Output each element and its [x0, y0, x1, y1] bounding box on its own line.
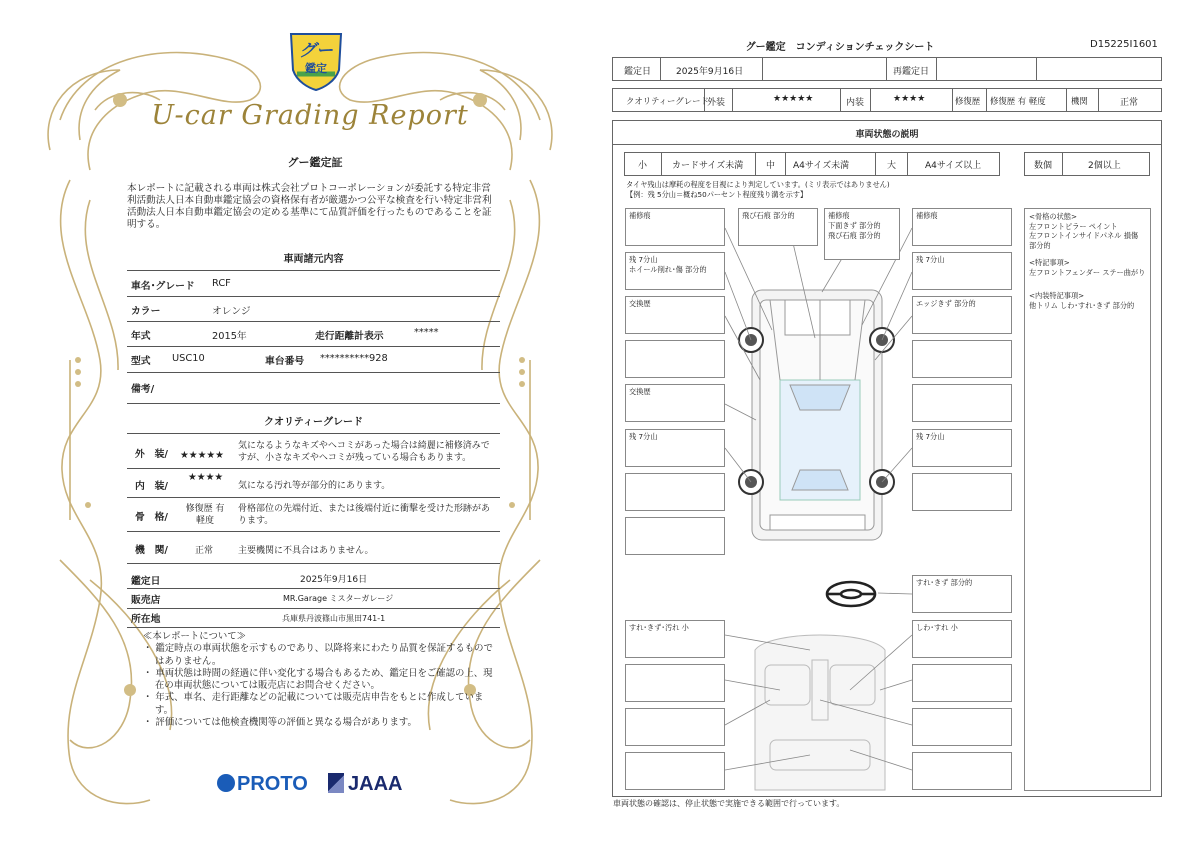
grade-exterior-desc: 気になるようなキズやヘコミがあった場合は綺麗に補修済みですが、小さなキズやヘコミが残っている場合もあります。 [238, 441, 490, 463]
frame-status-title: <骨格の状態> [1029, 212, 1077, 221]
interior-box-right-1: しわ･すれ 小 [912, 620, 1012, 658]
count-label: 数個 [1034, 161, 1053, 171]
damage-box-right-3: エッジきず 部分的 [912, 296, 1012, 334]
damage-box-right-4 [912, 340, 1012, 378]
quality-label: クオリティーグレード [626, 96, 709, 106]
note-item: ・ 評価については他検査機関等の評価と異なる場合があります。 [143, 717, 417, 729]
interior-box-left-3 [625, 708, 725, 746]
size-small: 小 [638, 161, 648, 171]
interior-box-right-3 [912, 708, 1012, 746]
damage-box-left-6: 残 7分山 [625, 429, 725, 467]
damage-box-right-5 [912, 384, 1012, 422]
grade-interior-value: ★★★★ [188, 472, 224, 483]
grade-heading: クオリティーグレード [264, 417, 363, 428]
proto-logo: PROTO [217, 773, 308, 796]
address-value: 兵庫県丹波篠山市黒田741-1 [282, 614, 386, 623]
size-mid-desc: A4サイズ未満 [793, 161, 850, 171]
damage-box-left-4 [625, 340, 725, 378]
grade-interior-label: 内 装/ [135, 481, 168, 492]
model-label: 型式 [131, 356, 151, 367]
note-item: ・ 車両状態は時間の経過に伴い変化する場合もあるため、鑑定日をご確認の上、現在の車両状態については販売店にお問合せください。 [143, 667, 493, 692]
spec-heading: 車両諸元内容 [283, 254, 344, 265]
interior-box-right-2 [912, 664, 1012, 702]
grade-frame-label: 骨 格/ [135, 512, 168, 523]
notes-title: ≪本レポートについて≫ [143, 631, 246, 642]
chassis-label: 車台番号 [265, 356, 305, 367]
damage-box-left-2: 残 7分山 ホイール削れ･傷 部分的 [625, 252, 725, 290]
appraisal-date-label: 鑑定日 [131, 576, 161, 587]
damage-box-right-1: 補修痕 [912, 208, 1012, 246]
grade-engine-value: 正常 [195, 546, 214, 556]
interior-box-left-2 [625, 664, 725, 702]
note-item: ・ 年式、車名、走行距離などの記載については販売店申告をもとに作成しています。 [143, 692, 484, 716]
grade-frame-value: 修復歴 有 軽度 [185, 504, 234, 526]
interior-notes-title: <内装特記事項> [1029, 291, 1085, 300]
damage-box-left-3: 交換歴 [625, 296, 725, 334]
damage-box-left-7 [625, 473, 725, 511]
badge-label-bottom: 鑑定 [305, 62, 327, 75]
year-label: 年式 [131, 331, 151, 342]
grade-engine-desc: 主要機関に不具合はありません。 [238, 546, 374, 556]
year-value: 2015年 [212, 331, 247, 342]
note-item: ・ 鑑定時点の車両状態を示すものであり、以降将来にわたり品質を保証するものではありません。 [143, 643, 493, 667]
interior-box-right-4 [912, 752, 1012, 790]
damage-box-top-1: 飛び石痕 部分的 [738, 208, 818, 246]
size-large-desc: A4サイズ以上 [925, 161, 982, 171]
date-label: 鑑定日 [624, 67, 652, 77]
special-notes-item: 左フロントフェンダー ステー曲がり [1029, 267, 1146, 277]
damage-box-left-5: 交換歴 [625, 384, 725, 422]
steering-wheel-icon [827, 582, 875, 606]
interior-box-left-4 [625, 752, 725, 790]
sheet-footer: 車両状態の確認は、停止状態で実施できる範囲で行っています。 [613, 799, 845, 808]
special-notes-title: <特記事項> [1029, 258, 1070, 267]
damage-box-left-1: 補修痕 [625, 208, 725, 246]
repair-value: 修復歴 有 軽度 [990, 96, 1046, 106]
script-title: U-car Grading Report [151, 100, 469, 131]
interior-value: ★★★★ [893, 94, 926, 104]
chassis-value: **********928 [320, 353, 388, 364]
damage-box-steering: すれ･きず 部分的 [912, 575, 1012, 613]
remarks-panel [1024, 208, 1151, 791]
mileage-label: 走行距離計表示 [315, 331, 384, 342]
engine-label: 機関 [1071, 96, 1088, 106]
grade-exterior-label: 外 装/ [135, 449, 168, 460]
interior-notes-item: 他トリム しわ･すれ･きず 部分的 [1029, 300, 1135, 310]
exterior-label: 外装 [707, 98, 726, 108]
grade-engine-label: 機 関/ [135, 545, 168, 556]
count-value: 2個以上 [1088, 161, 1121, 171]
date-value: 2025年9月16日 [676, 67, 744, 77]
tire-example: 【例：残 5分山＝概ね50パーセント程度残り溝を示す】 [626, 190, 808, 199]
certificate-title: グー鑑定証 [287, 156, 343, 169]
mileage-value: ***** [414, 327, 439, 338]
damage-box-top-2: 補修痕 下面きず 部分的 飛び石痕 部分的 [824, 208, 900, 260]
damage-box-right-2: 残 7分山 [912, 252, 1012, 290]
size-large: 大 [887, 161, 897, 171]
grade-interior-desc: 気になる汚れ等が部分的にあります。 [238, 481, 391, 491]
badge-label-top: グー [299, 41, 333, 61]
color-label: カラー [131, 306, 161, 317]
appraisal-date-value: 2025年9月16日 [300, 575, 368, 585]
damage-box-right-6: 残 7分山 [912, 429, 1012, 467]
interior-label: 内装 [846, 98, 865, 108]
frame-status-item: 左フロントインサイドパネル 損傷 [1029, 231, 1139, 240]
exterior-value: ★★★★★ [773, 94, 814, 104]
model-value: USC10 [172, 353, 205, 364]
color-value: オレンジ [212, 306, 251, 317]
interior-box-left-1: すれ･きず･汚れ 小 [625, 620, 725, 658]
remarks-label: 備考/ [131, 384, 155, 395]
name-label: 車名･グレード [131, 281, 195, 292]
grade-exterior-value: ★★★★★ [180, 450, 224, 461]
damage-box-right-7 [912, 473, 1012, 511]
frame-status-item: 部分的 [1029, 240, 1051, 250]
frame-status-item: 左フロントピラー ペイント [1029, 221, 1118, 231]
dealer-label: 販売店 [131, 595, 161, 606]
size-small-desc: カードサイズ未満 [672, 161, 744, 171]
engine-value: 正常 [1120, 98, 1139, 108]
sheet-title: グー鑑定 コンディションチェックシート [745, 42, 935, 53]
document-number: D15225I1601 [1090, 39, 1158, 50]
dealer-value: MR.Garage ミスターガレージ [283, 594, 394, 603]
repair-label: 修復歴 [955, 96, 981, 106]
certificate-intro: 本レポートに記載される車両は株式会社プロトコーポレーションが委託する特定非営利活動法人日本自動車鑑定協会の資格保有者が厳選かつ公平な検査を行い特定非営利活動法人日本自動車鑑定協会の定める基準にて品質評価を行ったものであることを証明する。 [127, 183, 492, 230]
condition-heading: 車両状態の説明 [855, 130, 919, 140]
jaaa-logo: JAAA [328, 773, 402, 796]
tire-note: タイヤ残山は摩耗の程度を目視により判定しています。(ミリ表示ではありません) [626, 180, 890, 189]
name-value: RCF [212, 278, 231, 289]
grade-frame-desc: 骨格部位の先端付近、または後端付近に衝撃を受けた形跡があります。 [238, 504, 491, 526]
redate-label: 再鑑定日 [893, 67, 930, 77]
address-label: 所在地 [131, 614, 161, 625]
size-mid: 中 [766, 161, 776, 171]
damage-box-left-8 [625, 517, 725, 555]
